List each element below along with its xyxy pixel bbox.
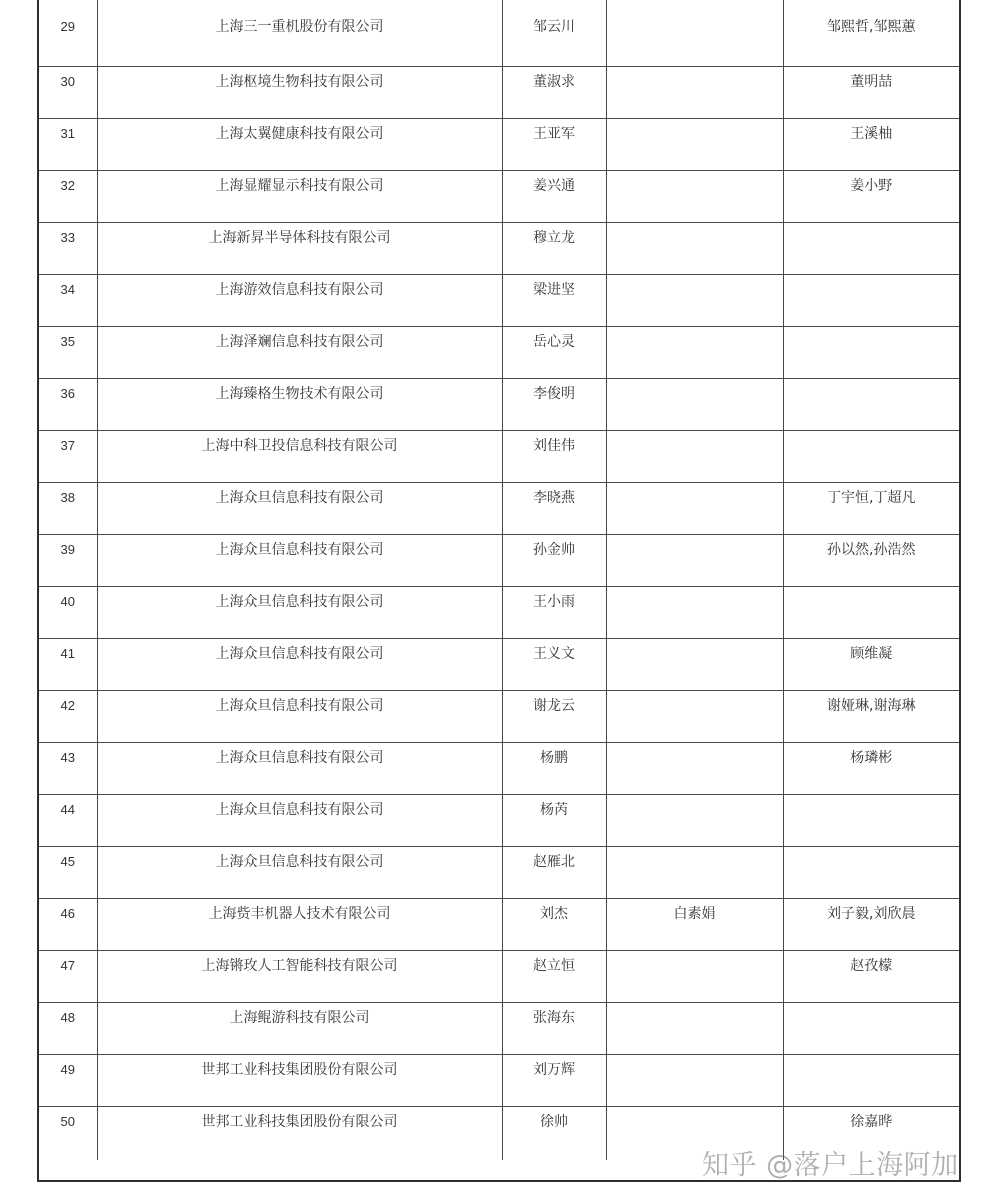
spouse-name-cell-text [607, 639, 783, 647]
spouse-name-cell [606, 586, 783, 638]
applicant-name-cell [502, 690, 606, 742]
children-names-cell-text [784, 587, 960, 595]
company-name-cell [97, 534, 502, 586]
applicant-name-cell-text: 徐帅 [540, 1113, 568, 1130]
company-name-cell-text: 世邦工业科技集团股份有限公司 [201, 1113, 398, 1130]
children-names-cell [783, 534, 959, 586]
company-name-cell-text: 上海三一重机股份有限公司 [215, 19, 384, 35]
children-names-cell [783, 1002, 959, 1054]
company-name-cell-text: 上海众旦信息科技有限公司 [215, 853, 384, 870]
company-name-cell-text: 上海众旦信息科技有限公司 [215, 489, 384, 506]
spouse-name-cell-text [607, 483, 783, 491]
applicant-name-cell-text: 谢龙云 [533, 697, 575, 714]
children-names-cell-text: 赵孜檬 [850, 957, 893, 974]
row-number-cell [39, 1054, 97, 1106]
children-names-cell [783, 326, 959, 378]
table-row [39, 1054, 959, 1106]
company-name-cell-text: 上海众旦信息科技有限公司 [215, 541, 384, 558]
spouse-name-cell [606, 378, 783, 430]
company-name-cell-text: 上海赀丰机器人技术有限公司 [208, 905, 391, 922]
applicant-name-cell-text: 李俊明 [533, 385, 575, 402]
applicant-name-cell [502, 430, 606, 482]
children-names-cell [783, 950, 959, 1002]
spouse-name-cell-text [607, 535, 783, 543]
row-number-cell [39, 482, 97, 534]
spouse-name-cell [606, 898, 783, 950]
children-names-cell-text [784, 223, 960, 231]
table-row [39, 794, 959, 846]
spouse-name-cell [606, 1002, 783, 1054]
row-number-cell-text: 42 [60, 697, 75, 713]
company-name-cell [97, 274, 502, 326]
spouse-name-cell-text [607, 119, 783, 127]
table-row [39, 118, 959, 170]
company-name-cell [97, 846, 502, 898]
row-number-cell-text: 29 [60, 19, 75, 34]
row-number-cell-text: 41 [60, 645, 75, 661]
applicant-name-cell [502, 326, 606, 378]
company-name-cell [97, 1054, 502, 1106]
company-name-cell [97, 898, 502, 950]
children-names-cell-text [784, 795, 960, 803]
spouse-name-cell [606, 274, 783, 326]
children-names-cell-text: 徐嘉晔 [850, 1113, 893, 1130]
children-names-cell [783, 482, 959, 534]
company-name-cell-text: 世邦工业科技集团股份有限公司 [201, 1061, 398, 1078]
applicant-name-cell [502, 638, 606, 690]
applicant-name-cell [502, 1106, 606, 1160]
row-number-cell [39, 846, 97, 898]
children-names-cell [783, 222, 959, 274]
children-names-cell-text: 刘子毅,刘欣晨 [827, 905, 916, 922]
spouse-name-cell [606, 222, 783, 274]
row-number-cell-text: 48 [60, 1009, 75, 1025]
spouse-name-cell [606, 326, 783, 378]
spouse-name-cell-text [607, 0, 783, 20]
row-number-cell [39, 1106, 97, 1160]
applicant-name-cell [502, 898, 606, 950]
spouse-name-cell [606, 1054, 783, 1106]
spouse-name-cell [606, 66, 783, 118]
row-number-cell [39, 794, 97, 846]
table-row [39, 638, 959, 690]
children-names-cell-text [784, 379, 960, 387]
row-number-cell-text: 36 [60, 385, 75, 401]
children-names-cell [783, 690, 959, 742]
children-names-cell [783, 0, 959, 66]
children-names-cell-text: 谢娅琳,谢海琳 [827, 697, 916, 714]
applicant-name-cell-text: 杨芮 [540, 801, 568, 818]
company-name-cell-text: 上海新昇半导体科技有限公司 [208, 229, 391, 246]
spouse-name-cell [606, 690, 783, 742]
spouse-name-cell-text [607, 431, 783, 439]
spouse-name-cell-text [607, 275, 783, 283]
applicant-name-cell-text: 王小雨 [533, 593, 575, 610]
spouse-name-cell-text [607, 951, 783, 959]
roster-table [39, 0, 959, 1160]
table-row [39, 898, 959, 950]
table-row [39, 170, 959, 222]
row-number-cell-text: 33 [60, 229, 75, 245]
row-number-cell-text: 49 [60, 1061, 75, 1077]
spouse-name-cell [606, 794, 783, 846]
children-names-cell [783, 274, 959, 326]
company-name-cell [97, 1106, 502, 1160]
children-names-cell [783, 378, 959, 430]
table-row [39, 222, 959, 274]
row-number-cell-text: 45 [60, 853, 75, 869]
company-name-cell-text: 上海众旦信息科技有限公司 [215, 697, 384, 714]
children-names-cell [783, 846, 959, 898]
company-name-cell [97, 66, 502, 118]
table-row [39, 586, 959, 638]
row-number-cell [39, 274, 97, 326]
company-name-cell-text: 上海众旦信息科技有限公司 [215, 749, 384, 766]
applicant-name-cell [502, 66, 606, 118]
children-names-cell-text: 王溪柚 [850, 125, 893, 142]
spouse-name-cell [606, 534, 783, 586]
children-names-cell [783, 898, 959, 950]
applicant-name-cell [502, 0, 606, 66]
children-names-cell-text: 孙以然,孙浩然 [827, 541, 916, 558]
applicant-name-cell [502, 950, 606, 1002]
row-number-cell [39, 586, 97, 638]
applicant-name-cell [502, 170, 606, 222]
children-names-cell [783, 66, 959, 118]
applicant-name-cell [502, 586, 606, 638]
applicant-name-cell [502, 794, 606, 846]
row-number-cell [39, 1002, 97, 1054]
table-row [39, 378, 959, 430]
children-names-cell [783, 1054, 959, 1106]
row-number-cell-text: 38 [60, 489, 75, 505]
children-names-cell [783, 638, 959, 690]
row-number-cell [39, 690, 97, 742]
company-name-cell [97, 430, 502, 482]
table-row [39, 1002, 959, 1054]
row-number-cell-text: 31 [60, 125, 75, 141]
company-name-cell [97, 170, 502, 222]
row-number-cell [39, 0, 97, 66]
company-name-cell-text: 上海游效信息科技有限公司 [215, 281, 384, 298]
company-name-cell [97, 586, 502, 638]
table-row [39, 430, 959, 482]
row-number-cell-text: 46 [60, 905, 75, 921]
company-name-cell [97, 482, 502, 534]
applicant-name-cell-text: 姜兴通 [533, 177, 575, 194]
company-name-cell [97, 326, 502, 378]
spouse-name-cell-text: 白素娟 [673, 905, 716, 922]
children-names-cell-text [784, 1003, 960, 1011]
children-names-cell [783, 586, 959, 638]
row-number-cell [39, 170, 97, 222]
roster-sheet [37, 0, 961, 1182]
spouse-name-cell-text [607, 1055, 783, 1063]
company-name-cell-text: 上海泽斓信息科技有限公司 [215, 333, 384, 350]
children-names-cell [783, 170, 959, 222]
table-row [39, 66, 959, 118]
table-row [39, 950, 959, 1002]
spouse-name-cell [606, 118, 783, 170]
children-names-cell-text: 丁宇恒,丁超凡 [827, 489, 916, 506]
row-number-cell-text: 47 [60, 957, 75, 973]
applicant-name-cell [502, 118, 606, 170]
company-name-cell [97, 1002, 502, 1054]
spouse-name-cell-text [607, 1107, 783, 1115]
children-names-cell-text: 顾维凝 [850, 645, 893, 662]
company-name-cell-text: 上海鲲游科技有限公司 [229, 1009, 370, 1026]
applicant-name-cell [502, 482, 606, 534]
company-name-cell-text: 上海众旦信息科技有限公司 [215, 801, 384, 818]
company-name-cell [97, 0, 502, 66]
row-number-cell-text: 43 [60, 749, 75, 765]
table-row [39, 846, 959, 898]
company-name-cell [97, 378, 502, 430]
table-row [39, 326, 959, 378]
spouse-name-cell [606, 950, 783, 1002]
row-number-cell [39, 534, 97, 586]
applicant-name-cell-text: 王义文 [533, 645, 575, 662]
children-names-cell-text [784, 431, 960, 439]
children-names-cell-text [784, 275, 960, 283]
row-number-cell [39, 378, 97, 430]
applicant-name-cell-text: 梁进坚 [533, 281, 575, 298]
applicant-name-cell [502, 846, 606, 898]
table-row [39, 742, 959, 794]
row-number-cell-text: 40 [60, 593, 75, 609]
spouse-name-cell [606, 170, 783, 222]
applicant-name-cell-text: 赵雁北 [533, 853, 575, 870]
applicant-name-cell [502, 1002, 606, 1054]
children-names-cell-text [784, 847, 960, 855]
company-name-cell [97, 794, 502, 846]
spouse-name-cell [606, 742, 783, 794]
applicant-name-cell-text: 穆立龙 [533, 229, 575, 246]
children-names-cell-text: 姜小野 [850, 177, 893, 194]
spouse-name-cell-text [607, 795, 783, 803]
children-names-cell-text: 杨璘彬 [850, 749, 893, 766]
applicant-name-cell-text: 孙金帅 [533, 541, 575, 558]
row-number-cell [39, 638, 97, 690]
row-number-cell-text: 30 [60, 73, 75, 89]
row-number-cell [39, 118, 97, 170]
roster-table-body [39, 0, 959, 1160]
company-name-cell-text: 上海太翼健康科技有限公司 [215, 125, 384, 142]
spouse-name-cell-text [607, 67, 783, 75]
applicant-name-cell-text: 李晓燕 [533, 489, 575, 506]
company-name-cell-text: 上海众旦信息科技有限公司 [215, 645, 384, 662]
company-name-cell-text: 上海臻格生物技术有限公司 [215, 385, 384, 402]
applicant-name-cell-text: 杨鹏 [540, 749, 568, 766]
row-number-cell [39, 950, 97, 1002]
row-number-cell-text: 39 [60, 541, 75, 557]
company-name-cell-text: 上海众旦信息科技有限公司 [215, 593, 384, 610]
company-name-cell-text: 上海锵玫人工智能科技有限公司 [201, 957, 398, 974]
applicant-name-cell-text: 刘佳伟 [533, 437, 575, 454]
applicant-name-cell-text: 董淑求 [533, 73, 575, 90]
children-names-cell-text [784, 1055, 960, 1063]
spouse-name-cell-text [607, 743, 783, 751]
zhihu-watermark: 知乎 @落户上海阿加 [702, 1150, 959, 1181]
row-number-cell [39, 430, 97, 482]
spouse-name-cell [606, 430, 783, 482]
company-name-cell-text: 上海枢境生物科技有限公司 [215, 73, 384, 90]
row-number-cell [39, 66, 97, 118]
company-name-cell [97, 950, 502, 1002]
applicant-name-cell [502, 274, 606, 326]
table-row [39, 534, 959, 586]
table-row [39, 274, 959, 326]
company-name-cell [97, 638, 502, 690]
applicant-name-cell [502, 222, 606, 274]
spouse-name-cell [606, 846, 783, 898]
applicant-name-cell [502, 378, 606, 430]
row-number-cell [39, 222, 97, 274]
children-names-cell [783, 742, 959, 794]
company-name-cell-text: 上海显耀显示科技有限公司 [215, 177, 384, 194]
row-number-cell-text: 44 [60, 801, 75, 817]
applicant-name-cell-text: 刘万辉 [533, 1061, 575, 1078]
children-names-cell-text: 董明喆 [850, 73, 893, 90]
spouse-name-cell-text [607, 379, 783, 387]
applicant-name-cell-text: 赵立恒 [533, 957, 575, 974]
applicant-name-cell [502, 1054, 606, 1106]
company-name-cell [97, 742, 502, 794]
applicant-name-cell-text: 王亚军 [533, 125, 575, 142]
applicant-name-cell [502, 742, 606, 794]
row-number-cell-text: 34 [60, 281, 75, 297]
children-names-cell [783, 794, 959, 846]
table-row [39, 0, 959, 66]
row-number-cell [39, 742, 97, 794]
company-name-cell-text: 上海中科卫投信息科技有限公司 [201, 437, 398, 454]
company-name-cell [97, 222, 502, 274]
row-number-cell [39, 326, 97, 378]
spouse-name-cell-text [607, 847, 783, 855]
applicant-name-cell-text: 邹云川 [533, 19, 575, 35]
spouse-name-cell [606, 638, 783, 690]
row-number-cell-text: 50 [60, 1113, 75, 1129]
table-row [39, 690, 959, 742]
applicant-name-cell [502, 534, 606, 586]
children-names-cell-text: 邹熙哲,邹熙蕙 [827, 19, 916, 35]
applicant-name-cell-text: 刘杰 [540, 905, 568, 922]
spouse-name-cell-text [607, 171, 783, 179]
spouse-name-cell-text [607, 327, 783, 335]
applicant-name-cell-text: 岳心灵 [533, 333, 575, 350]
company-name-cell [97, 118, 502, 170]
company-name-cell [97, 690, 502, 742]
children-names-cell [783, 118, 959, 170]
applicant-name-cell-text: 张海东 [533, 1009, 575, 1026]
spouse-name-cell-text [607, 223, 783, 231]
spouse-name-cell-text [607, 587, 783, 595]
spouse-name-cell [606, 482, 783, 534]
spouse-name-cell [606, 0, 783, 66]
children-names-cell-text [784, 327, 960, 335]
spouse-name-cell-text [607, 691, 783, 699]
row-number-cell-text: 35 [60, 333, 75, 349]
row-number-cell-text: 32 [60, 177, 75, 193]
row-number-cell [39, 898, 97, 950]
children-names-cell [783, 430, 959, 482]
table-row [39, 482, 959, 534]
row-number-cell-text: 37 [60, 437, 75, 453]
spouse-name-cell-text [607, 1003, 783, 1011]
